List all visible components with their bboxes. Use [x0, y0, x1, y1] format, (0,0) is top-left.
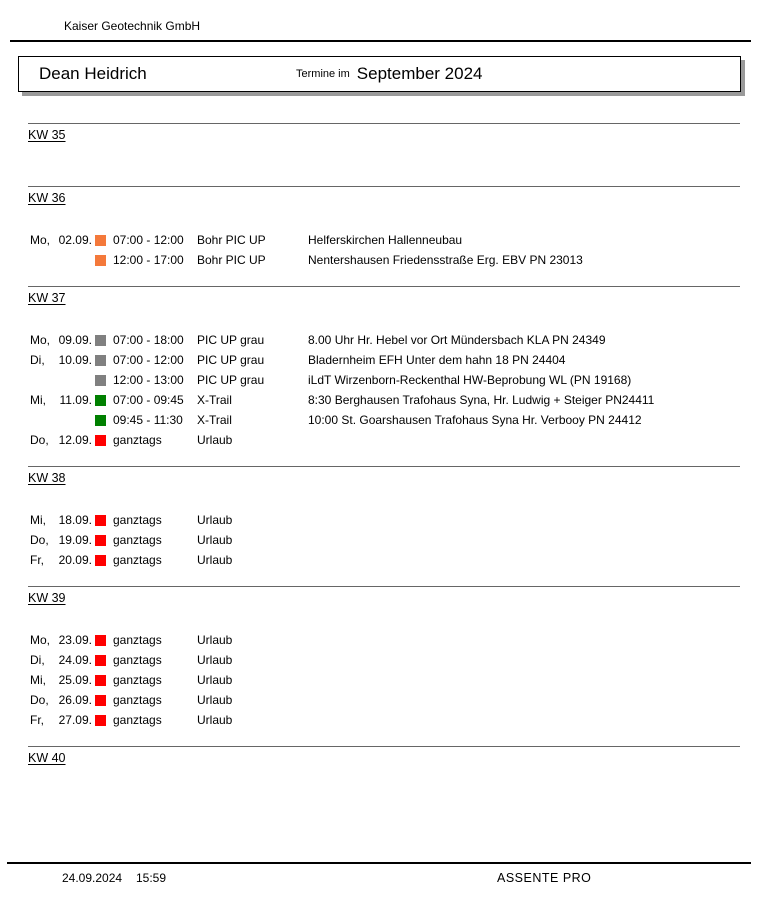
weeks-list: [0, 123, 780, 809]
appointment-row: [28, 430, 740, 450]
appointment-row: [28, 410, 740, 430]
day-label: Do,: [30, 533, 49, 547]
category-marker: [95, 535, 106, 546]
time-range: 12:00 - 17:00: [113, 253, 184, 267]
appointment-row: [28, 690, 740, 710]
appointment-row: [28, 510, 740, 530]
week-label: KW 39: [28, 591, 66, 605]
date-label: 12.09.: [58, 433, 92, 447]
appointment-row: [28, 390, 740, 410]
week-label: KW 36: [28, 191, 66, 205]
title-month: September 2024: [356, 64, 483, 83]
date-label: 27.09.: [58, 713, 92, 727]
appointment-type: Bohr PIC UP: [197, 253, 266, 267]
week-section: [28, 466, 740, 570]
appointment-type: Urlaub: [197, 533, 233, 547]
time-range: ganztags: [113, 633, 162, 647]
footer-print-date: 24.09.2024: [62, 871, 123, 885]
time-range: 09:45 - 11:30: [113, 413, 183, 427]
day-label: Mo,: [30, 333, 51, 347]
appointment-type: X-Trail: [197, 413, 232, 427]
time-range: ganztags: [113, 513, 162, 527]
date-label: 23.09.: [58, 633, 92, 647]
appointment-type: X-Trail: [197, 393, 232, 407]
time-range: 07:00 - 12:00: [113, 233, 184, 247]
day-label: Di,: [30, 353, 45, 367]
footer-brand: ASSENTE PRO: [497, 871, 592, 885]
day-label: Fr,: [30, 553, 44, 567]
appointment-type: Urlaub: [197, 673, 233, 687]
category-marker: [95, 235, 106, 246]
appointment-type: Bohr PIC UP: [197, 233, 266, 247]
footer-rule: [7, 862, 751, 864]
category-marker: [95, 555, 106, 566]
day-label: Do,: [30, 433, 49, 447]
date-label: 11.09.: [59, 393, 92, 407]
day-label: Di,: [30, 653, 45, 667]
day-label: Mi,: [30, 393, 46, 407]
date-label: 20.09.: [58, 553, 92, 567]
category-marker: [95, 515, 106, 526]
appointment-row: [28, 330, 740, 350]
day-label: Mi,: [30, 513, 46, 527]
appointment-type: Urlaub: [197, 713, 233, 727]
time-range: ganztags: [113, 693, 162, 707]
category-marker: [95, 695, 106, 706]
appointment-row: [28, 370, 740, 390]
person-name: Dean Heidrich: [39, 64, 147, 83]
date-label: 26.09.: [58, 693, 92, 707]
week-section: [28, 186, 740, 270]
appointment-type: PIC UP grau: [197, 333, 265, 347]
appointment-row: [28, 670, 740, 690]
title-box: [18, 56, 741, 92]
appointment-description: Bladernheim EFH Unter dem hahn 18 PN 24404: [308, 353, 566, 367]
appointment-type: Urlaub: [197, 633, 233, 647]
day-label: Mo,: [30, 633, 51, 647]
time-range: 07:00 - 18:00: [113, 333, 184, 347]
week-rows: [28, 630, 740, 730]
appointment-row: [28, 650, 740, 670]
category-marker: [95, 255, 106, 266]
appointment-row: [28, 710, 740, 730]
category-marker: [95, 675, 106, 686]
date-label: 24.09.: [58, 653, 92, 667]
appointment-row: [28, 530, 740, 550]
appointment-description: Helferskirchen Hallenneubau: [308, 233, 463, 247]
week-section: [28, 586, 740, 730]
appointment-row: [28, 230, 740, 250]
report-title: [296, 57, 483, 91]
week-label: KW 35: [28, 128, 66, 142]
title-prefix: Termine im: [296, 68, 350, 80]
category-marker: [95, 435, 106, 446]
date-label: 02.09.: [58, 233, 92, 247]
date-label: 09.09.: [58, 333, 92, 347]
category-marker: [95, 355, 106, 366]
day-label: Fr,: [30, 713, 44, 727]
week-rows: [28, 510, 740, 570]
week-label: KW 38: [28, 471, 66, 485]
category-marker: [95, 635, 106, 646]
time-range: 07:00 - 09:45: [113, 393, 184, 407]
header-rule: [10, 40, 751, 42]
appointment-description: 8:30 Berghausen Trafohaus Syna, Hr. Ludwig + Steiger PN24411: [308, 393, 655, 407]
company-name: Kaiser Geotechnik GmbH: [64, 19, 201, 33]
day-label: Mo,: [30, 233, 51, 247]
appointment-description: 10:00 St. Goarshausen Trafohaus Syna Hr. Verbooy PN 24412: [308, 413, 642, 427]
appointment-description: 8.00 Uhr Hr. Hebel vor Ort Mündersbach KLA PN 24349: [308, 333, 606, 347]
time-range: ganztags: [113, 673, 162, 687]
appointment-type: Urlaub: [197, 693, 233, 707]
appointment-type: PIC UP grau: [197, 373, 265, 387]
appointment-description: Nentershausen Friedensstraße Erg. EBV PN 23013: [308, 253, 583, 267]
date-label: 18.09.: [58, 513, 92, 527]
appointment-type: Urlaub: [197, 553, 233, 567]
week-section: [28, 746, 740, 793]
footer-print-time: 15:59: [136, 871, 167, 885]
appointment-type: PIC UP grau: [197, 353, 265, 367]
week-rows: [28, 230, 740, 270]
date-label: 10.09.: [58, 353, 92, 367]
category-marker: [95, 335, 106, 346]
week-label: KW 37: [28, 291, 66, 305]
date-label: 25.09.: [58, 673, 92, 687]
category-marker: [95, 715, 106, 726]
appointment-type: Urlaub: [197, 433, 233, 447]
time-range: 12:00 - 13:00: [113, 373, 184, 387]
week-label: KW 40: [28, 751, 66, 765]
appointment-row: [28, 350, 740, 370]
time-range: ganztags: [113, 533, 162, 547]
category-marker: [95, 395, 106, 406]
appointment-row: [28, 250, 740, 270]
appointment-description: iLdT Wirzenborn-Reckenthal HW-Beprobung WL (PN 19168): [308, 373, 632, 387]
time-range: ganztags: [113, 433, 162, 447]
appointment-type: Urlaub: [197, 653, 233, 667]
category-marker: [95, 375, 106, 386]
week-section: [28, 123, 740, 170]
day-label: Mi,: [30, 673, 46, 687]
time-range: ganztags: [113, 553, 162, 567]
appointment-row: [28, 630, 740, 650]
appointment-type: Urlaub: [197, 513, 233, 527]
week-section: [28, 286, 740, 450]
time-range: ganztags: [113, 653, 162, 667]
appointment-row: [28, 550, 740, 570]
day-label: Do,: [30, 693, 49, 707]
category-marker: [95, 415, 106, 426]
category-marker: [95, 655, 106, 666]
date-label: 19.09.: [58, 533, 92, 547]
time-range: ganztags: [113, 713, 162, 727]
week-rows: [28, 330, 740, 450]
time-range: 07:00 - 12:00: [113, 353, 184, 367]
